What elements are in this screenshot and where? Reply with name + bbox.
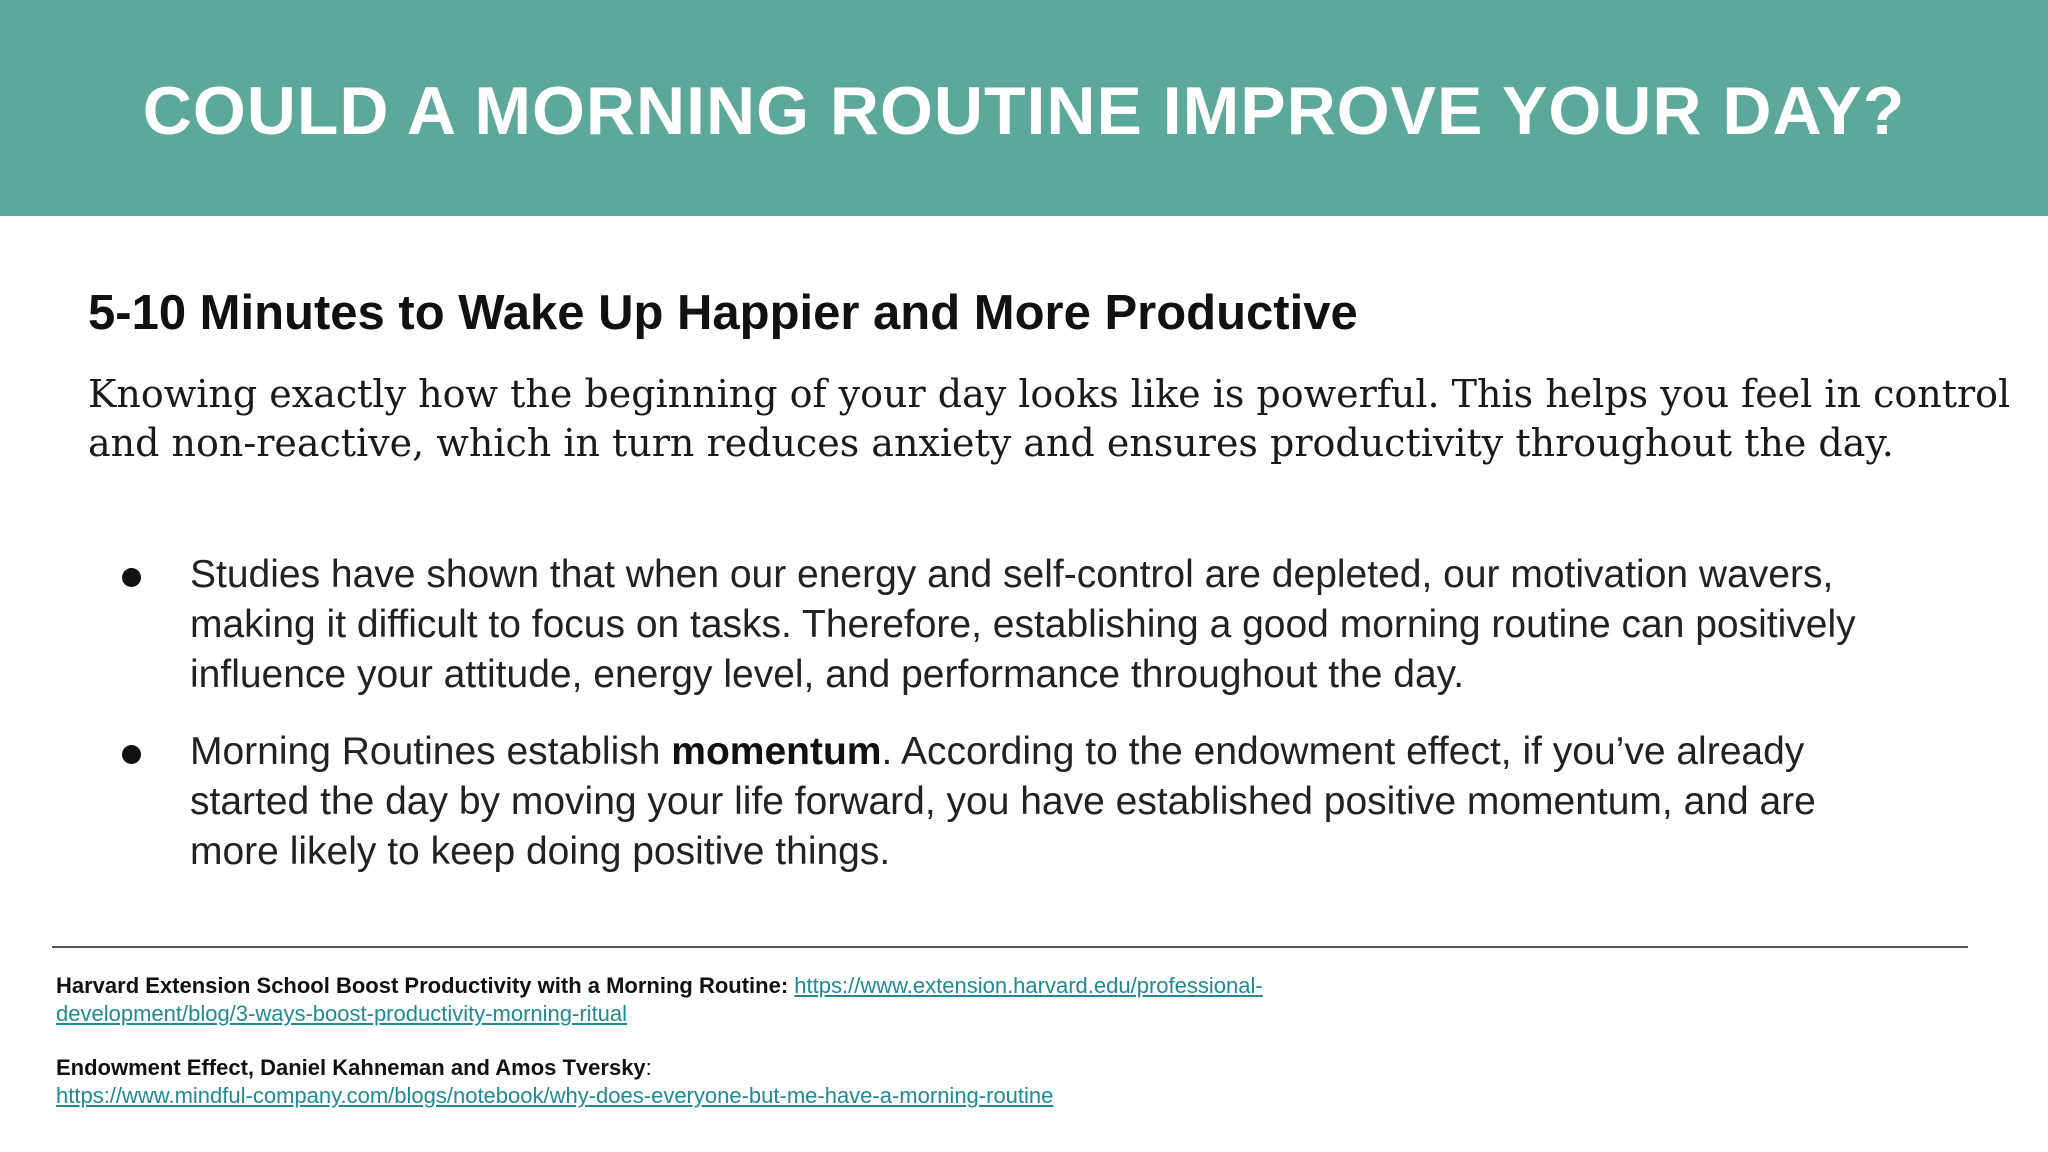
bullet-dot-icon (122, 745, 141, 764)
reference-line (56, 972, 1956, 1000)
reference-colon: : (645, 1055, 652, 1080)
reference-link[interactable]: https://www.mindful-company.com/blogs/notebook/why-does-everyone-but-me-have-a-morning-routine (56, 1083, 1054, 1108)
bullet-line (190, 727, 1990, 777)
bullet-text-segment: . According to the endowment effect, if you’ve already (881, 730, 1805, 773)
bullet-text (190, 550, 1990, 700)
title-banner (0, 0, 2048, 216)
reference-label: Harvard Extension School Boost Productivity with a Morning Routine: (56, 973, 789, 998)
reference-line (56, 1054, 1956, 1082)
bullet-line: more likely to keep doing positive things. (190, 830, 891, 873)
section-heading: 5-10 Minutes to Wake Up Happier and More Productive (88, 286, 1358, 340)
reference-line (56, 1000, 1956, 1028)
bullet-item-studies (0, 550, 2048, 700)
page-title: COULD A MORNING ROUTINE IMPROVE YOUR DAY? (142, 73, 1906, 149)
reference-label: Endowment Effect, Daniel Kahneman and Amos Tversky (56, 1055, 646, 1080)
bullet-line: Studies have shown that when our energy and self-control are depleted, our motivation wavers, (190, 553, 1834, 596)
intro-paragraph (88, 370, 2011, 468)
reference-line (56, 1082, 1956, 1110)
bullet-line: making it difficult to focus on tasks. Therefore, establishing a good morning routine can positively (190, 603, 1856, 646)
reference-endowment (56, 1054, 1956, 1110)
bullet-text (190, 727, 1990, 877)
references (56, 972, 1956, 1136)
intro-line: Knowing exactly how the beginning of your day looks like is powerful. This helps you feel in control (88, 372, 2011, 416)
reference-link[interactable]: https://www.extension.harvard.edu/professional- (794, 973, 1263, 998)
divider (52, 946, 1968, 948)
reference-harvard (56, 972, 1956, 1028)
intro-line: and non-reactive, which in turn reduces anxiety and ensures productivity throughout the day. (88, 421, 1894, 465)
bullet-item-momentum (0, 727, 2048, 877)
bullet-emphasis: momentum (671, 730, 882, 773)
bullet-dot-icon (122, 568, 141, 587)
reference-link[interactable]: development/blog/3-ways-boost-productivity-morning-ritual (56, 1001, 628, 1026)
bullet-line: started the day by moving your life forward, you have established positive momentum, and are (190, 780, 1816, 823)
bullet-line: influence your attitude, energy level, and performance throughout the day. (190, 653, 1465, 696)
bullet-list (0, 550, 2048, 904)
bullet-text-segment: Morning Routines establish (190, 730, 672, 773)
